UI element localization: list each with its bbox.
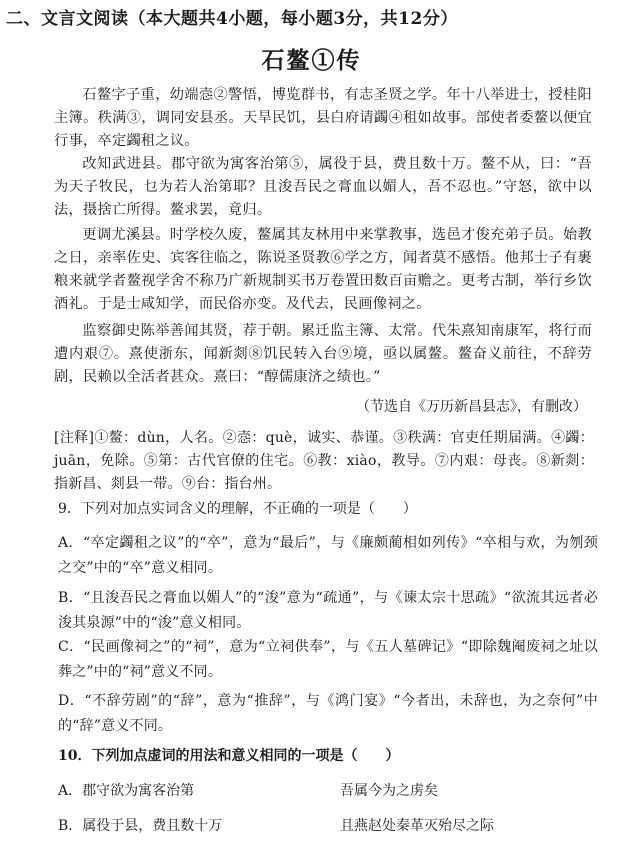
- question-10-stem: 10．下列加点虚词的用法和意义相同的一项是（ ）: [58, 748, 400, 764]
- question-9-option-b: B．“且浚吾民之膏血以媚人”的“浚”意为“疏通”，与《谏太宗十思疏》“欲流其远者必浚其泉源”中的“浚”意义相同。: [58, 590, 598, 631]
- question-10-option-a-right: 吾属今为之虏矣: [340, 783, 438, 799]
- question-10-option-b-left: B．属役于县，费且数十万: [58, 818, 223, 834]
- essay-title: 石鳌①传: [261, 47, 362, 74]
- question-10-option-a-left: A．郡守欲为寓客治第: [58, 783, 195, 799]
- question-9-option-a: A．“卒定蠲租之议”的“卒”，意为“最后”，与《廉颇蔺相如列传》“卒相与欢，为刎颈之交”中的“卒”意义相同。: [58, 535, 598, 576]
- annotation-notes: [注释]①鳌：dùn，人名。②悫：què，诚实、恭谨。③秩满：官吏任期届满。④蠲：juān，免除。⑤第：古代官僚的住宅。⑥教：xiào，教导。⑦内艰：母丧。⑧新剡：指新昌、剡县一带。⑨台：指台州。: [54, 430, 594, 492]
- section-title: 二、文言文阅读（本大题共4小题，每小题3分，共12分）: [6, 9, 458, 29]
- essay-source: （节选自《万历新昌县志》，有删改）: [356, 399, 587, 415]
- question-9-option-d: D．“不辞劳剧”的“辞”，意为“推辞”，与《鸿门宴》“今者出，未辞也，为之奈何”中的“辞”意义不同。: [58, 693, 598, 734]
- essay-paragraph-1: 石鳌字子重，幼端悫②警悟，博览群书，有志圣贤之学。年十八举进士，授桂阳主簿。秩满③，调同安县丞。天旱民饥，县白府请蠲④租如故事。部使者委鳌以便宜行事，卒定蠲租之议。: [54, 87, 592, 149]
- question-9-stem: 9．下列对加点实词含义的理解，不正确的一项是（ ）: [58, 501, 417, 517]
- essay-paragraph-2: 改知武进县。郡守欲为寓客治第⑤，属役于县，费且数十万。鳌不从，曰：“吾为天子牧民，乜为若人治第耶？且浚吾民之膏血以媚人，吾不忍也。”守怒，欲中以法，摄捨亡所得。鳌求罢，竟归。: [54, 156, 592, 218]
- essay-paragraph-3: 更调尤溪县。时学校久废，鳌属其友林用中来掌教事，选邑才俊充弟子员。始教之日，亲率佐史、宾客往临之，陈说圣贤教⑥学之方，闻者莫不感悟。他邦士子有裹粮来就学者鳌视学舍不称乃广新规制买书万卷置田数百亩赡之。更考古制，举行乡饮酒礼。于是士咸知学，而民俗亦变。及代去，民画像祠之。: [54, 227, 592, 312]
- question-9-option-c: C．“民画像祠之”的“祠”，意为“立祠供奉”，与《五人墓碑记》“即除魏阉废祠之址以葬之”中的“祠”意义不同。: [58, 639, 598, 680]
- essay-paragraph-4: 监察御史陈举善闻其贤，荐于朝。累迁监主簿、太常。代朱熹知南康军，将行而遭内艰⑦。熹使浙东，闻新剡⑧饥民转入台⑨境，亟以属鳌。鳌奋义前往，不辞劳剧，民赖以全活者甚众。熹曰：“醇儒康济之绩也。”: [54, 323, 592, 385]
- question-10-row-a: [58, 780, 438, 800]
- question-10-option-b-right: 且燕赵处秦革灭殆尽之际: [340, 818, 494, 834]
- question-10-row-b: [58, 815, 494, 835]
